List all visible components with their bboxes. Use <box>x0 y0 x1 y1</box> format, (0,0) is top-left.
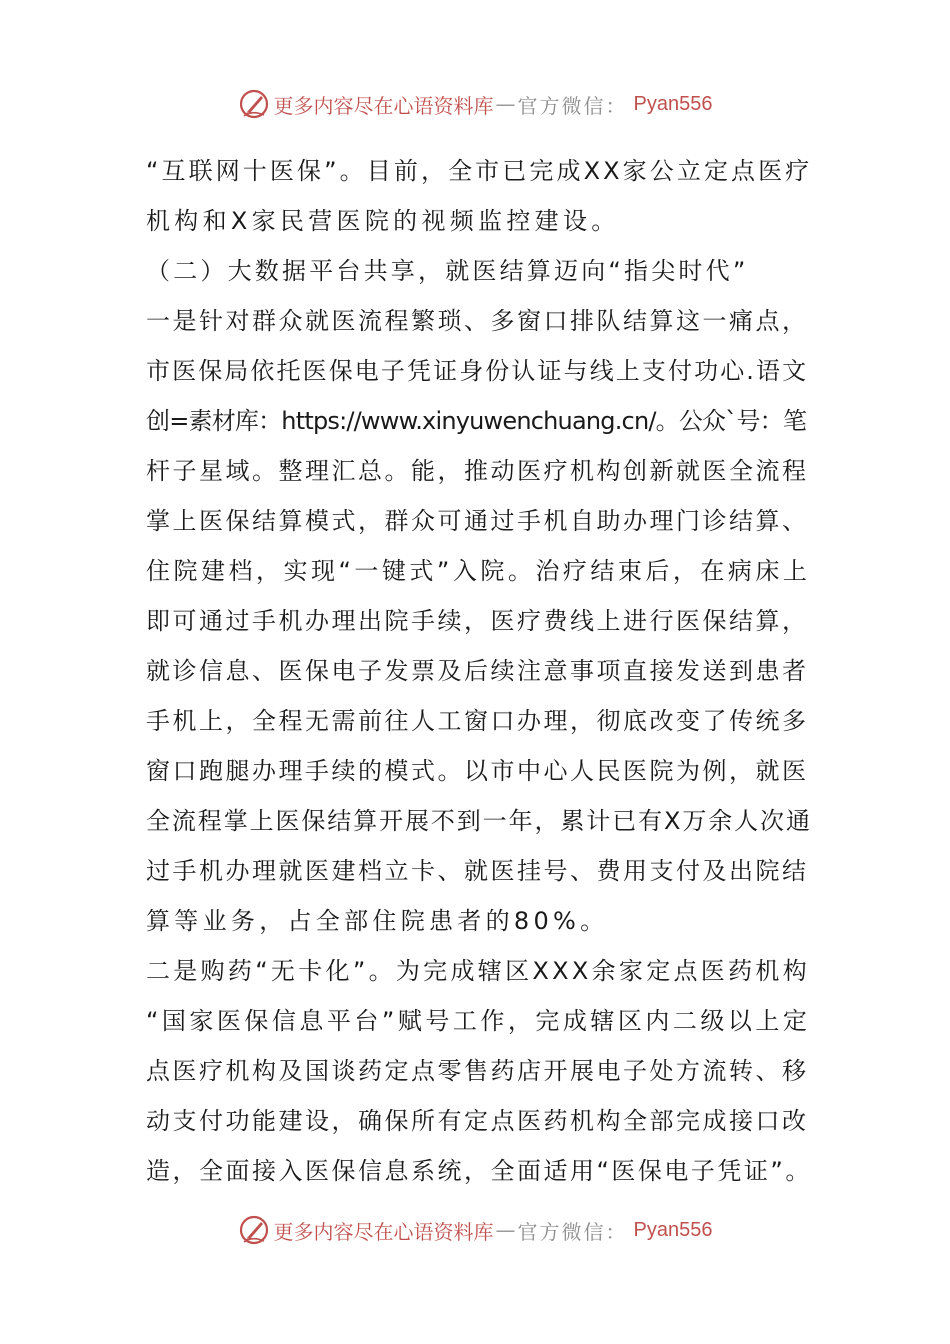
footer-brand-text: 更多内容尽在心语资料库 <box>273 1219 494 1244</box>
header-dash: — <box>495 92 516 116</box>
text-line: 机构和X家民营医院的视频监控建设。 <box>146 207 620 235</box>
text-line: 住院建档，实现“一键式”入院。治疗结束后，在病床上 <box>146 557 811 585</box>
footer-wechat-label: 官方微信： <box>517 1219 628 1244</box>
text-line: “国家医保信息平台”赋号工作，完成辖区内二级以上定 <box>146 1007 811 1035</box>
text-line: 过手机办理就医建档立卡、就医挂号、费用支付及出院结 <box>146 857 809 885</box>
text-line: 杆子星域。整理汇总。能，推动医疗机构创新就医全流程 <box>146 457 809 485</box>
text-line: 算等业务，占全部住院患者的80%。 <box>146 907 609 935</box>
body-text <box>146 146 812 1196</box>
footer-wechat-id: Pyan556 <box>633 1218 713 1241</box>
header-brand-text: 更多内容尽在心语资料库 <box>273 93 494 118</box>
text-line: 造，全面接入医保信息系统，全面适用“医保电子凭证”。 <box>146 1157 812 1185</box>
text-line: 市医保局依托医保电子凭证身份认证与线上支付功心.语文 <box>146 357 809 385</box>
footer-dash: — <box>495 1218 516 1242</box>
text-line: 窗口跑腿办理手续的模式。以市中心人民医院为例，就医 <box>146 757 809 785</box>
footer-banner <box>0 1210 950 1250</box>
text-line: 点医疗机构及国谈药定点零售药店开展电子处方流转、移 <box>146 1057 809 1085</box>
text-line: 全流程掌上医保结算开展不到一年，累计已有X万余人次通 <box>146 807 812 835</box>
text-line: 创=素材库：https://www.xinyuwenchuang.cn/。公众`号：笔 <box>146 407 807 435</box>
text-line: 就诊信息、医保电子发票及后续注意事项直接发送到患者 <box>146 657 809 685</box>
section-heading: （二）大数据平台共享，就医结算迈向“指尖时代” <box>146 257 749 285</box>
text-line: 二是购药“无卡化”。为完成辖区XXX余家定点医药机构 <box>146 957 810 985</box>
text-line: 手机上，全程无需前往人工窗口办理，彻底改变了传统多 <box>146 707 809 735</box>
text-line: 即可通过手机办理出院手续，医疗费线上进行医保结算， <box>146 607 809 635</box>
header-banner <box>0 84 950 124</box>
text-line: 一是针对群众就医流程繁琐、多窗口排队结算这一痛点， <box>146 307 809 335</box>
header-wechat-label: 官方微信： <box>517 93 628 118</box>
header-wechat-id: Pyan556 <box>633 92 713 115</box>
quill-logo-icon <box>238 1214 270 1246</box>
text-line: 掌上医保结算模式，群众可通过手机自助办理门诊结算、 <box>146 507 809 535</box>
text-line: 动支付功能建设，确保所有定点医药机构全部完成接口改 <box>146 1107 809 1135</box>
quill-logo-icon <box>238 88 270 120</box>
text-line: “互联网十医保”。目前，全市已完成XX家公立定点医疗 <box>146 157 813 185</box>
